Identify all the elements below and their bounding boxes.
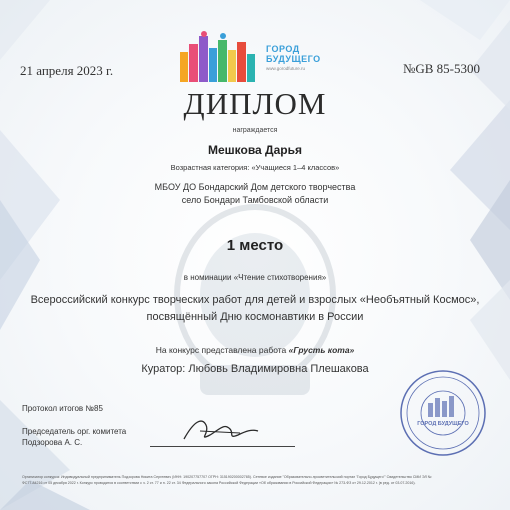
protocol-number: Протокол итогов №85: [22, 404, 103, 413]
awarded-label: награждается: [232, 127, 278, 134]
nomination: в номинации «Чтение стихотворения»: [183, 273, 327, 282]
diploma-title: ДИПЛОМ: [183, 86, 327, 121]
work-title: «Грусть кота»: [288, 345, 355, 355]
chair-title: Председатель орг. комитета: [22, 427, 127, 436]
signature: [180, 413, 260, 447]
round-stamp: [398, 368, 488, 458]
signature-line: [150, 446, 295, 447]
footer-line-1: Организатор конкурса: Индивидуальный предприниматель Подзорова Никита Сергеевич (ИНН: 190207757707 ОГРН: 315190200002785). Сетевое издание "Образовательно-просветительский портал 'Город Будущего'" Свидетельство СМИ ЭЛ №: [22, 475, 432, 479]
stamp-text: ГОРОД БУДУЩЕГО: [417, 421, 469, 427]
footer-line-2: ФС77-84216 от 05 декабря 2022 г. Конкурс проводится в соответствии с ч. 2 ст. 77 и п. 22 ст. 34 Федерального закона Российской Федерации «Об образовании в Российской Федерации» № 273-ФЗ от 29.12.2012 г. (в ред. от 03.07.2016).: [22, 481, 416, 485]
award-place: 1 место: [226, 237, 284, 254]
submitted-work: [0, 345, 510, 355]
logo-line-2: БУДУЩЕГО: [266, 54, 321, 64]
organization-line-2: село Бондари Тамбовской области: [181, 195, 329, 205]
city-skyline-icon: [178, 30, 258, 82]
logo-line-1: ГОРОД: [266, 44, 300, 54]
contest-name-line-1: Всероссийский конкурс творческих работ для детей и взрослых «Необъятный Космос»,: [30, 294, 480, 306]
logo: [178, 30, 338, 82]
recipient-name: Мешкова Дарья: [207, 143, 302, 157]
logo-text: [266, 44, 321, 64]
curator: Куратор: Любовь Владимировна Плешакова: [141, 363, 369, 375]
age-category: Возрастная категория: «Учащиеся 1–4 классов»: [170, 163, 340, 172]
diploma-number: №GB 85-5300: [402, 61, 480, 76]
work-prefix: На конкурс представлена работа: [155, 345, 289, 355]
contest-name-line-2: посвящённый Дню космонавтики в России: [146, 311, 364, 323]
chair-name: Подзорова А. С.: [22, 438, 83, 447]
organization-line-1: МБОУ ДО Бондарский Дом детского творчества: [154, 182, 356, 192]
issue-date: 21 апреля 2023 г.: [20, 63, 114, 78]
logo-url: www.gorodfuture.ru: [266, 66, 306, 71]
